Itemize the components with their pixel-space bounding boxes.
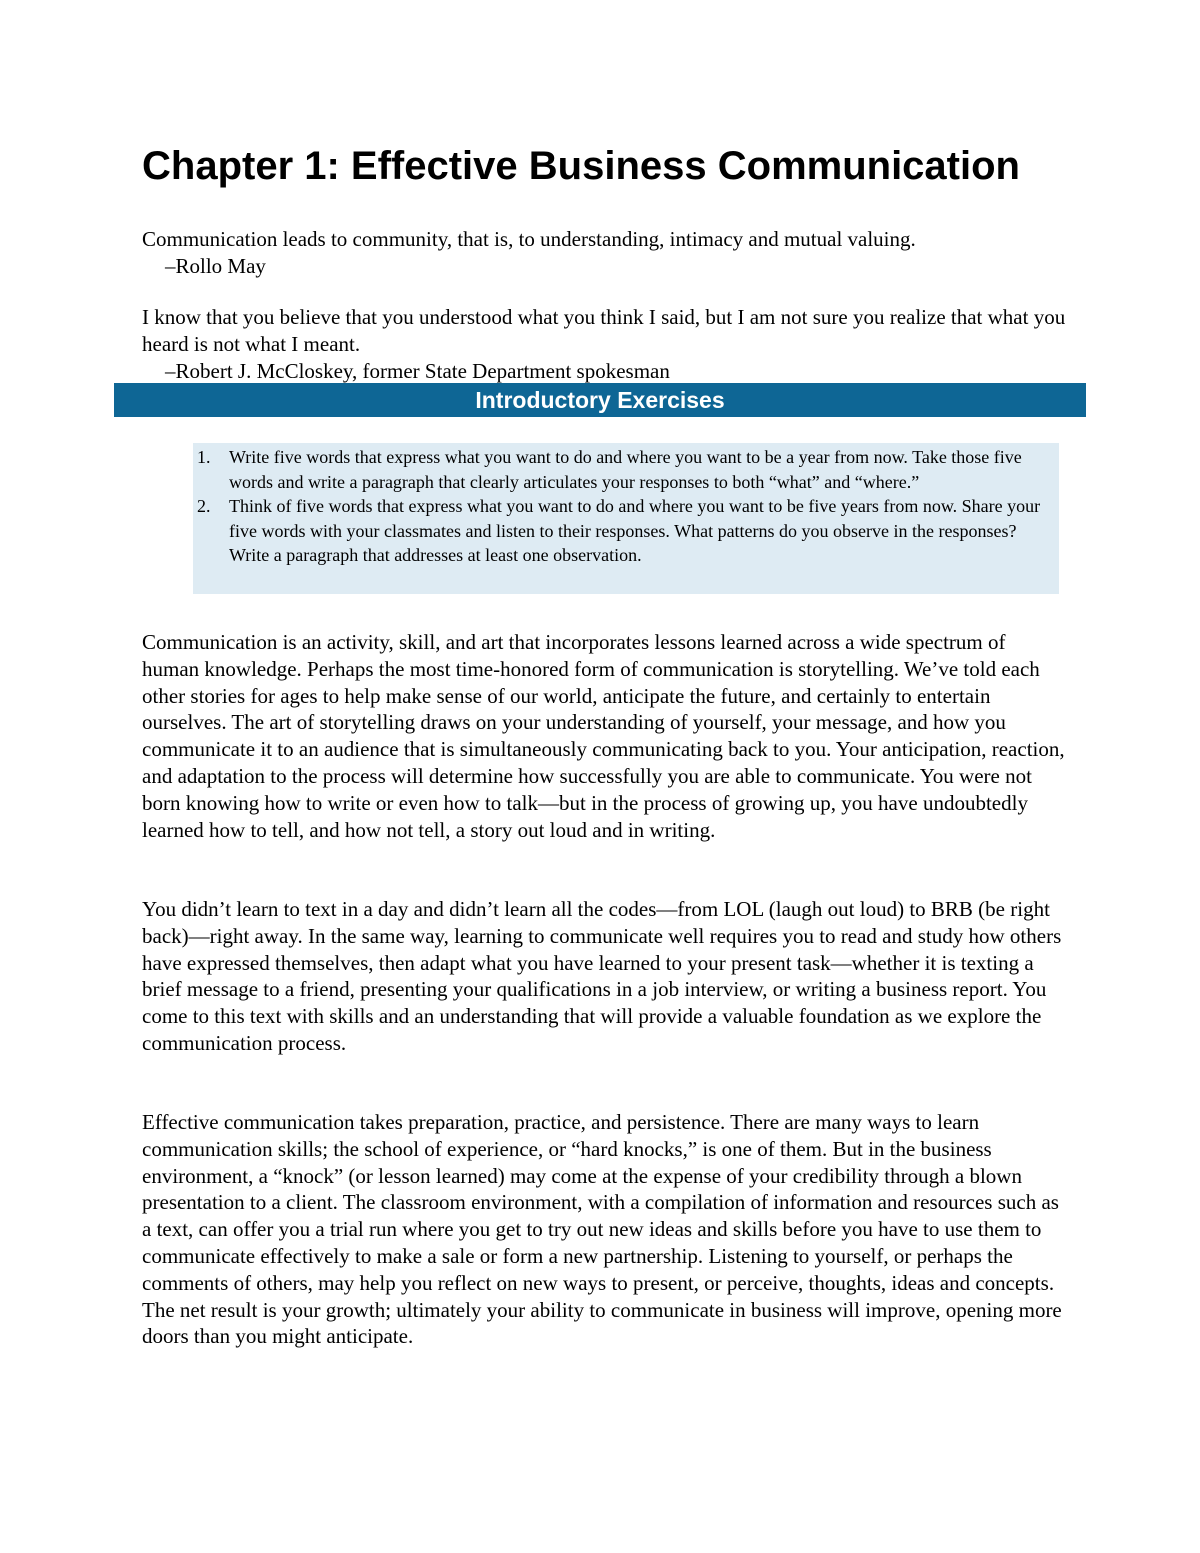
section-heading-bar <box>114 383 1086 417</box>
exercise-item <box>197 494 1055 568</box>
body-paragraph: You didn’t learn to text in a day and didn’t learn all the codes—from LOL (laugh out loud) to BRB (be right back)—right away. In the same way, learning to communicate well requires you to read and study how others have expressed themselves, then adapt what you have learned to your present task—whether it is texting a brief message to a friend, presenting your qualifications in a job interview, or writing a business report. You come to this text with skills and an understanding that will provide a valuable foundation as we explore the communication process. <box>142 897 1062 1055</box>
body-paragraph: Effective communication takes preparation, practice, and persistence. There are many ways to learn communication skills; the school of experience, or “hard knocks,” is one of them. But in the business environment, a “knock” (or lesson learned) may come at the expense of your credibility through a blown presentation to a client. The classroom environment, with a compilation of information and resources such as a text, can offer you a trial run where you get to try out new ideas and skills before you have to use them to communicate effectively to make a sale or form a new partnership. Listening to yourself, or perhaps the comments of others, may help you reflect on new ways to present, or perceive, thoughts, ideas and concepts. The net result is your growth; ultimately your ability to communicate in business will improve, opening more doors than you might anticipate. <box>142 1110 1062 1349</box>
exercise-number: 1. <box>197 447 211 467</box>
body-paragraph: Communication is an activity, skill, and art that incorporates lessons learned across a wide spectrum of human knowledge. Perhaps the most time-honored form of communication is storytelling. We’ve told each other stories for ages to help make sense of our world, anticipate the future, and certainly to entertain ourselves. The art of storytelling draws on your understanding of yourself, your message, and how you communicate it to an audience that is simultaneously communicating back to you. Your anticipation, reaction, and adaptation to the process will determine how successfully you are able to communicate. You were not born knowing how to write or even how to talk—but in the process of growing up, you have undoubtedly learned how to tell, and how not tell, a story out loud and in writing. <box>142 630 1065 842</box>
chapter-title: Chapter 1: Effective Business Communication <box>142 144 1020 188</box>
epigraph-quote <box>142 304 1072 385</box>
epigraph-quote <box>142 226 1072 280</box>
quote-text: I know that you believe that you understood what you think I said, but I am not sure you realize that what you heard is not what I meant. <box>142 305 1066 356</box>
exercise-box <box>193 443 1059 594</box>
quote-text: Communication leads to community, that is, to understanding, intimacy and mutual valuing. <box>142 227 916 251</box>
exercise-list <box>197 445 1055 568</box>
quote-attribution: –Robert J. McCloskey, former State Department spokesman <box>165 359 670 383</box>
quote-attribution: –Rollo May <box>165 254 266 278</box>
exercise-item <box>197 445 1055 494</box>
section-heading: Introductory Exercises <box>475 387 725 413</box>
exercise-number: 2. <box>197 496 211 517</box>
exercise-text: Write five words that express what you want to do and where you want to be a year from now. Take those five words and write a paragraph that clearly articulates your responses to both “what” and “where.” <box>229 447 1022 492</box>
exercise-text: Think of five words that express what you want to do and where you want to be five years from now. Share your five words with your classmates and listen to their responses. What patterns do you observe in the responses? Write a paragraph that addresses at least one observation. <box>229 496 1041 566</box>
